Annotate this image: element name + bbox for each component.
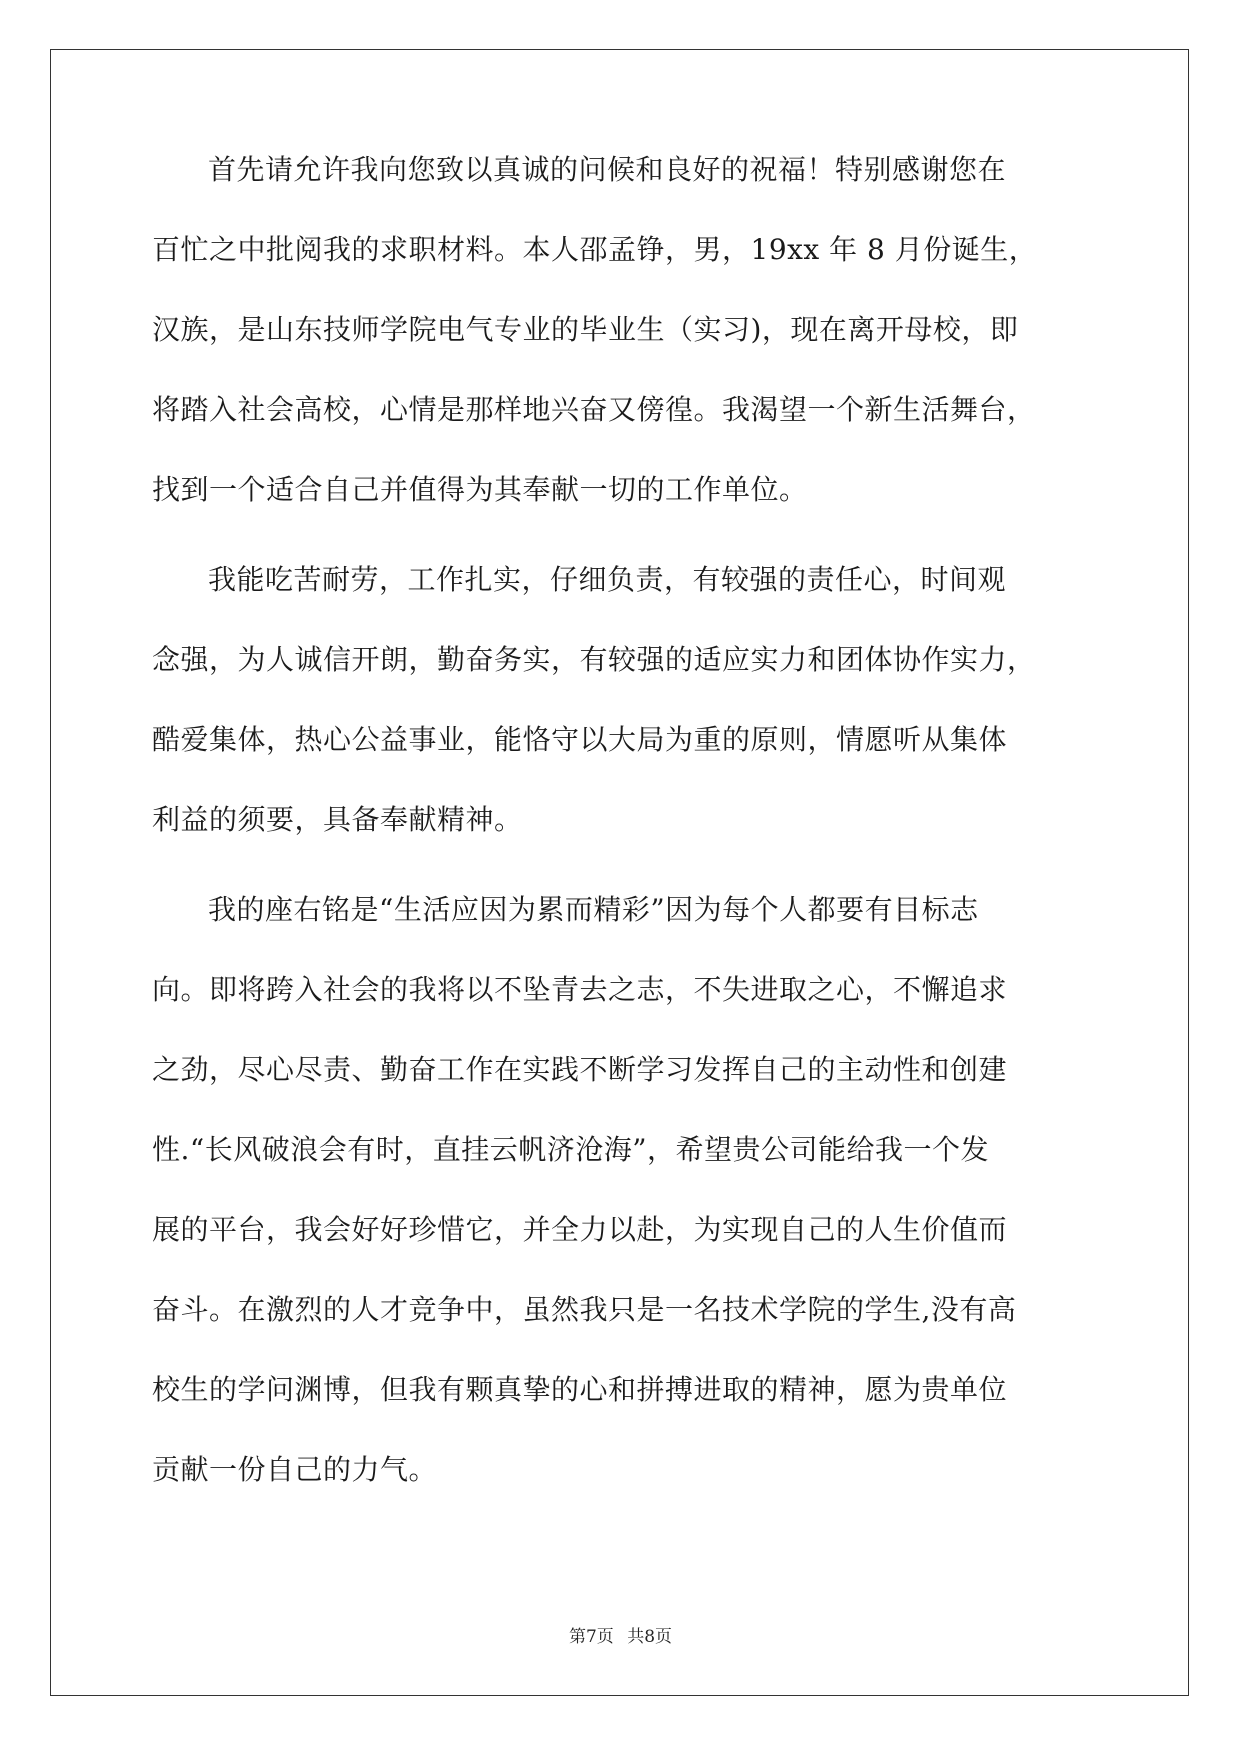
paragraph-2-line-1: 我能吃苦耐劳，工作扎实，仔细负责，有较强的责任心，时间观 [208,563,1007,596]
paragraph-2-line-3: 酷爱集体，热心公益事业，能恪守以大局为重的原则，情愿听从集体 [152,723,1008,756]
page-footer [0,1622,1241,1647]
paragraph-1-line-4: 将踏入社会高校，心情是那样地兴奋又傍徨。我渴望一个新生活舞台， [152,393,1036,426]
page-number-current: 第7页 [568,1627,614,1647]
paragraph-3-line-7: 校生的学问渊博，但我有颗真挚的心和拼搏进取的精神，愿为贵单位 [152,1373,1008,1406]
paragraph-3-line-2: 向。即将跨入社会的我将以不坠青去之志，不失进取之心，不懈追求 [152,973,1008,1006]
paragraph-3-line-1: 我的座右铭是“生活应因为累而精彩”因为每个人都要有目标志 [208,893,979,926]
paragraph-3-line-4: 性.“长风破浪会有时，直挂云帆济沧海”，希望贵公司能给我一个发 [152,1133,990,1166]
paragraph-1-line-5: 找到一个适合自己并值得为其奉献一切的工作单位。 [152,473,808,506]
paragraph-1-line-1: 首先请允许我向您致以真诚的问候和良好的祝福！特别感谢您在 [208,153,1007,186]
paragraph-2-line-4: 利益的须要，具备奉献精神。 [152,803,523,836]
paragraph-3-line-6: 奋斗。在激烈的人才竞争中，虽然我只是一名技术学院的学生,没有高 [152,1293,1017,1326]
paragraph-1-line-2: 百忙之中批阅我的求职材料。本人邵孟铮，男，19xx 年 8 月份诞生， [152,233,1038,266]
paragraph-1-line-3: 汉族，是山东技师学院电气专业的毕业生（实习)，现在离开母校，即 [152,313,1019,346]
paragraph-3-line-3: 之劲，尽心尽责、勤奋工作在实践不断学习发挥自己的主动性和创建 [152,1053,1008,1086]
page-number-total: 共8页 [627,1627,673,1647]
paragraph-3-line-5: 展的平台，我会好好珍惜它，并全力以赴，为实现自己的人生价值而 [152,1213,1008,1246]
page-border [50,49,1189,1696]
paragraph-3-line-8: 贡献一份自己的力气。 [152,1453,438,1486]
paragraph-2-line-2: 念强，为人诚信开朗，勤奋务实，有较强的适应实力和团体协作实力， [152,643,1036,676]
